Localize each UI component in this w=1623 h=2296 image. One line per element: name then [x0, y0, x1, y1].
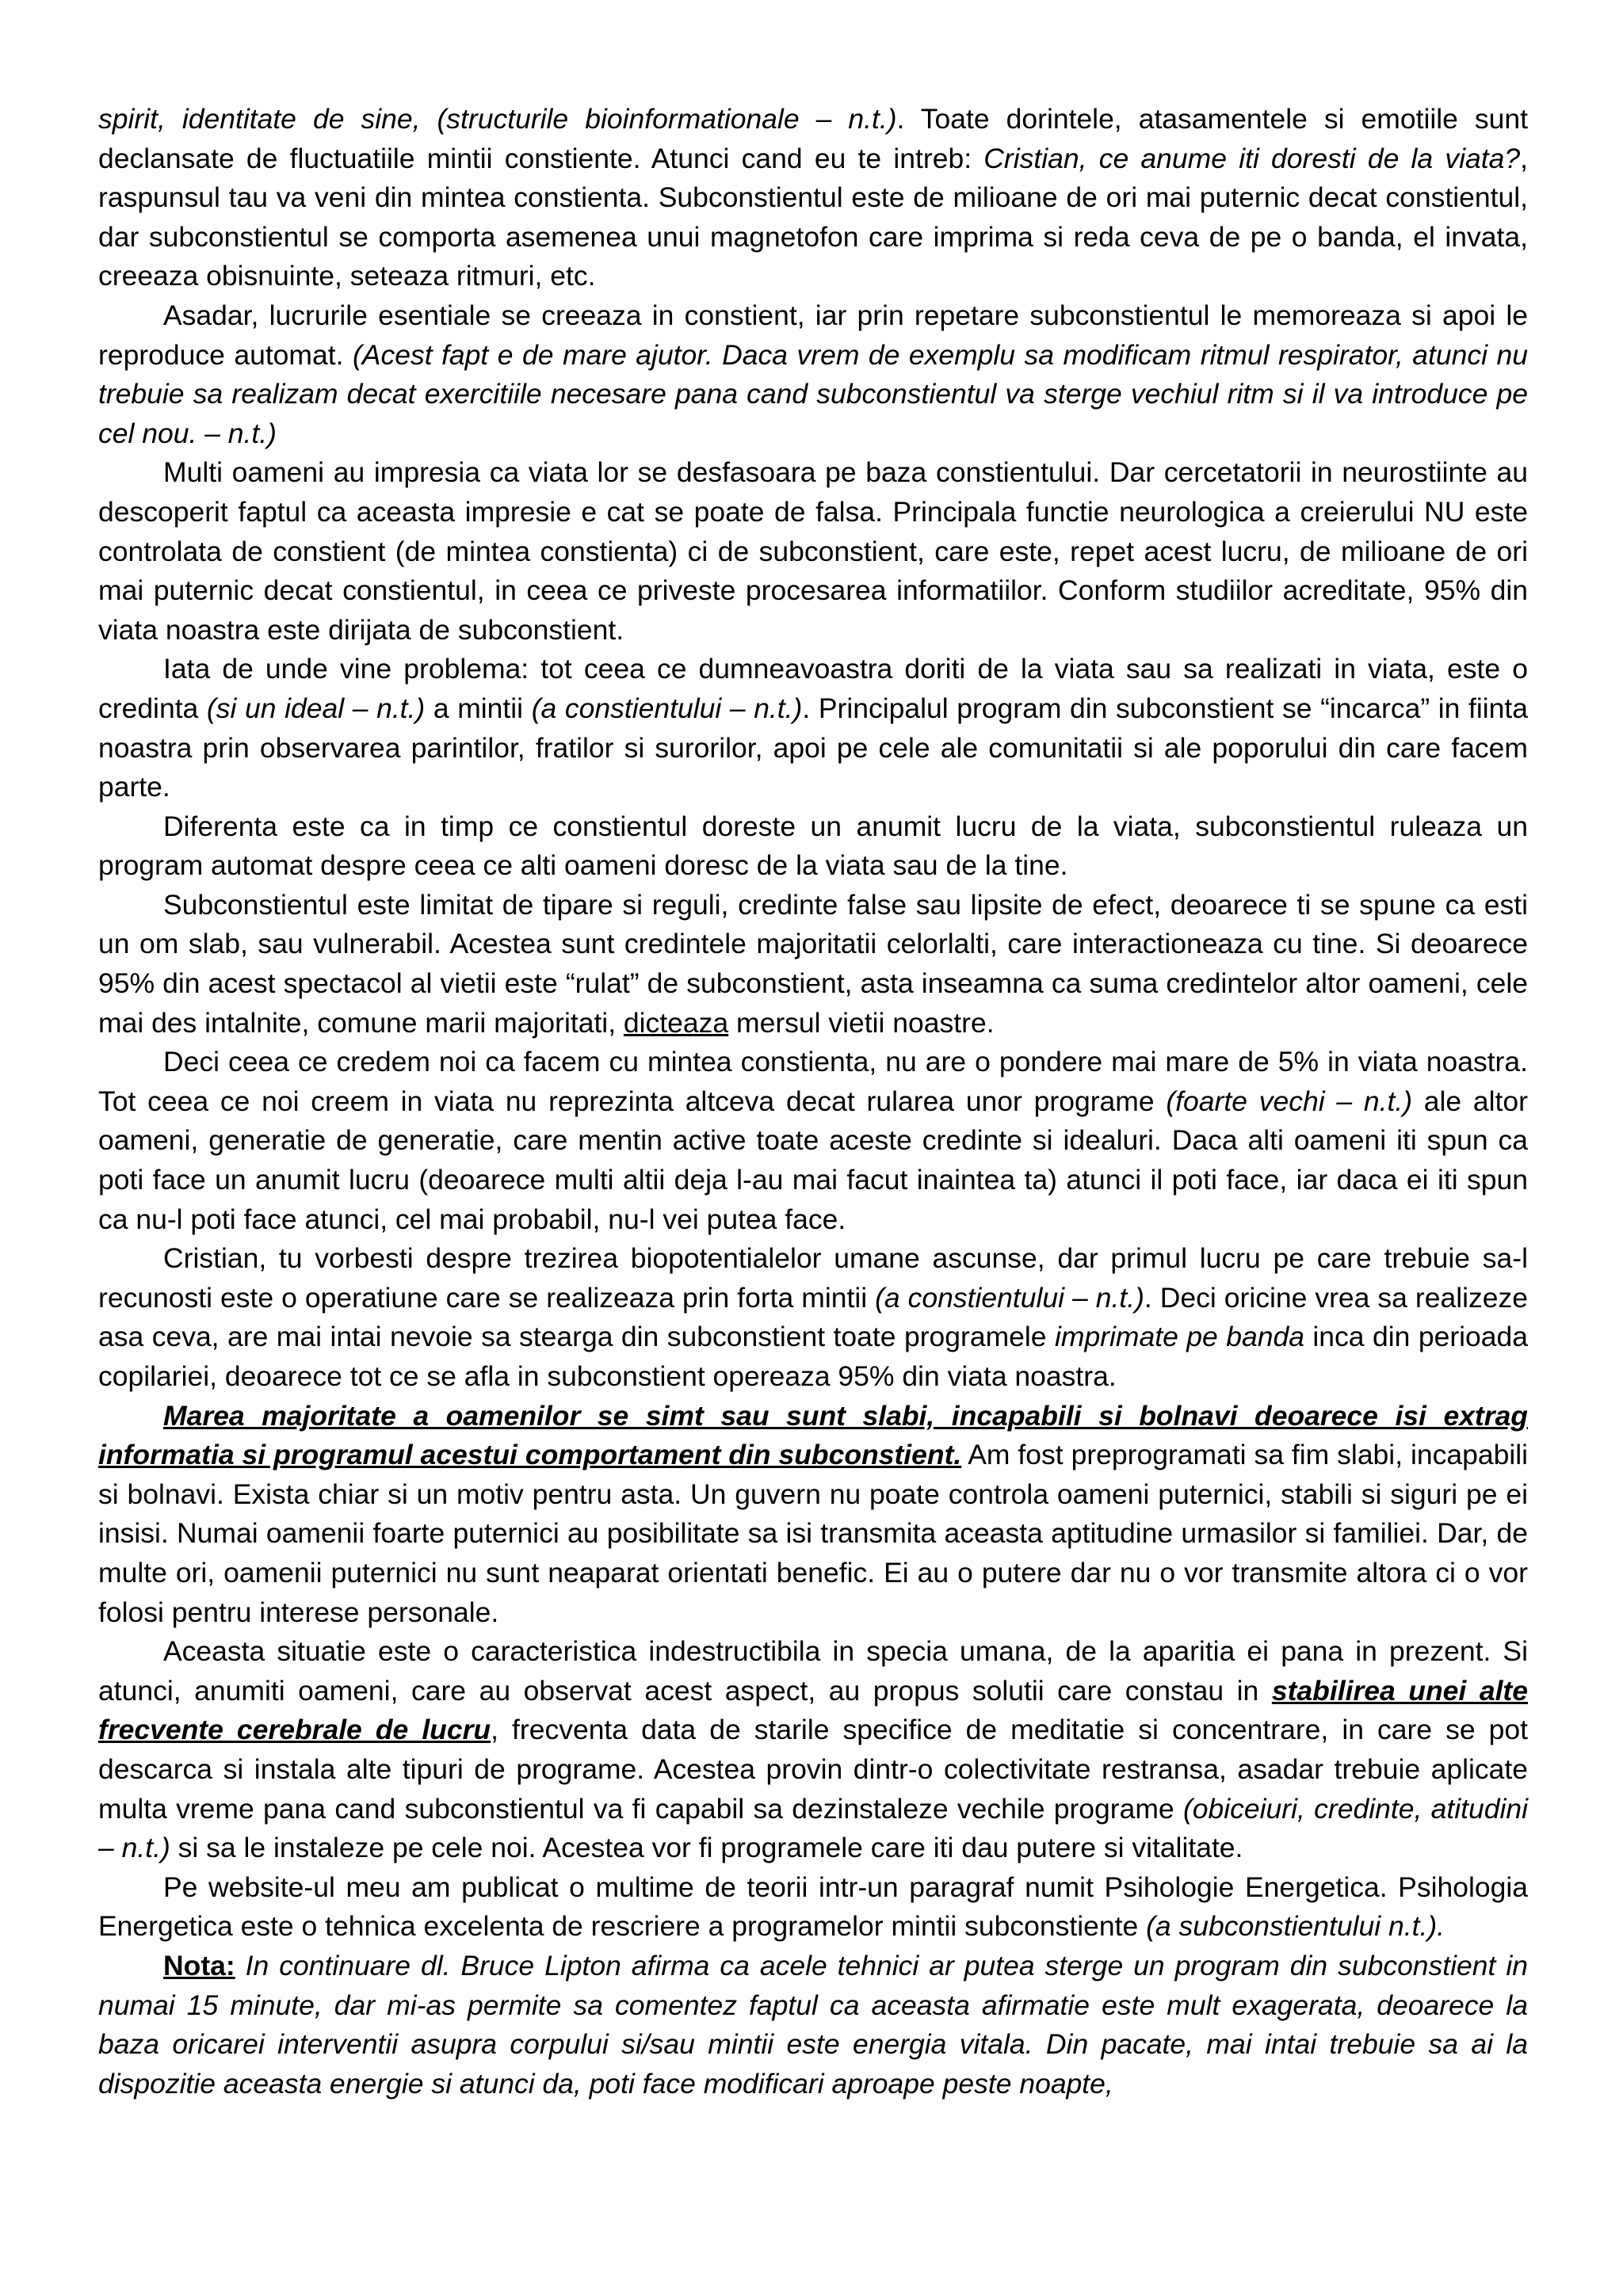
paragraph: [98, 296, 1528, 453]
text-run: . Toate dorintele, atasamentele si emotiile sunt declansate de fluctuatiile mintii constiente. Atunci cand eu te intreb:: [98, 103, 1528, 174]
text-run: (a subconstientului n.t.).: [1146, 1910, 1445, 1943]
paragraph: [98, 886, 1528, 1043]
text-run: Diferenta este ca in timp ce constientul doreste un anumit lucru de la viata, subconstientul ruleaza un program automat despre ceea ce alti oameni doresc de la viata sau de la tine.: [98, 810, 1528, 882]
text-run: Subconstientul este limitat de tipare si reguli, credinte false sau lipsite de efect, deoarece ti se spune ca esti un om slab, sau vulnerabil. Acestea sunt credintele majoritatii celorlalti, care interactioneaza cu tine. Si deoarece 95% din acest spectacol al vietii este “rulat” de subconstient, asta inseamna ca suma credintelor altor oameni, cele mai des intalnite, comune marii majoritati,: [98, 888, 1528, 1039]
paragraph: [98, 807, 1528, 886]
text-run: a mintii: [425, 692, 532, 724]
emphasized-text: Marea majoritate a oamenilor se simt sau sunt slabi, incapabili si bolnavi deoarece isi extrag informatia si programul acestui comportament din subconstient.: [98, 1399, 1528, 1471]
paragraph: [98, 1947, 1528, 2103]
document-body: [98, 100, 1528, 2103]
paragraph: [98, 1632, 1528, 1868]
text-run: spirit, identitate de sine, (structurile bioinformationale – n.t.): [98, 103, 897, 135]
text-run: (obiceiuri, credinte, atitudini – n.t.): [98, 1792, 1528, 1864]
text-run: (foarte vechi – n.t.): [1166, 1085, 1413, 1117]
emphasized-text: dicteaza: [623, 1006, 729, 1039]
text-run: si sa le instaleze pe cele noi. Acestea vor fi programele care iti dau putere si vitalitate.: [170, 1832, 1243, 1864]
text-run: (a constientului – n.t.): [875, 1281, 1144, 1314]
text-run: Deci ceea ce credem noi ca facem cu mintea constienta, nu are o pondere mai mare de 5% in viata noastra. Tot ceea ce noi creem in viata nu reprezinta altceva decat rularea unor programe: [98, 1046, 1528, 1117]
text-run: Pe website-ul meu am publicat o multime de teorii intr-un paragraf numit Psihologie Energetica. Psihologia Energetica este o tehnica excelenta de rescriere a programelor mintii subconstiente: [98, 1871, 1528, 1943]
text-run: Aceasta situatie este o caracteristica indestructibila in specia umana, de la aparitia ei pana in prezent. Si atunci, anumiti oameni, care au observat acest aspect, au propus solutii care constau in: [98, 1635, 1528, 1707]
text-run: imprimate pe banda: [1054, 1321, 1304, 1353]
text-run: inca din perioada copilariei, deoarece tot ce se afla in subconstient opereaza 95% din viata noastra.: [98, 1321, 1529, 1392]
paragraph: [98, 1239, 1528, 1396]
text-run: In continuare dl. Bruce Lipton afirma ca acele tehnici ar putea sterge un program din subconstient in numai 15 minute, dar mi-as permite sa comentez faptul ca aceasta afirmatie este mult exagerata, deoarece la baza oricarei interventii asupra corpului si/sau mintii este energia vitala. Din pacate, mai intai trebuie sa ai la dispozitie aceasta energie si atunci da, poti face modificari aproape peste noapte,: [98, 1949, 1528, 2100]
text-run: , frecventa data de starile specifice de meditatie si concentrare, in care se pot descarca si instala alte tipuri de programe. Acestea provin dintr-o colectivitate restransa, asadar trebuie aplicate multa vreme pana cand subconstientul va fi capabil sa dezinstaleze vechile programe: [98, 1714, 1528, 1825]
text-run: . Deci oricine vrea sa realizeze asa ceva, are mai intai nevoie sa stearga din subconstient toate programele: [98, 1281, 1528, 1353]
text-run: Asadar, lucrurile esentiale se creeaza in constient, iar prin repetare subconstientul le memoreaza si apoi le reproduce automat.: [98, 299, 1528, 371]
text-run: mersul vietii noastre.: [728, 1006, 995, 1039]
text-run: ale altor oameni, generatie de generatie, care mentin active toate aceste credinte si idealuri. Daca alti oameni iti spun ca poti face un anumit lucru (deoarece multi altii deja l-au mai facut inaintea ta) atunci il poti face, iar daca ei iti spun ca nu-l poti face atunci, cel mai probabil, nu-l vei putea face.: [98, 1085, 1528, 1235]
text-run: (si un ideal – n.t.): [206, 692, 426, 724]
paragraph: [98, 1397, 1528, 1633]
text-run: Multi oameni au impresia ca viata lor se desfasoara pe baza constientului. Dar cercetatorii in neurostiinte au descoperit faptul ca aceasta impresie e cat se poate de falsa. Principala functie neurologica a creierului NU este controlata de constient (de mintea constienta) ci de subconstient, care este, repet acest lucru, de milioane de ori mai puternic decat constientul, in ceea ce priveste procesarea informatiilor. Conform studiilor acreditate, 95% din viata noastra este dirijata de subconstient.: [98, 456, 1528, 646]
paragraph: [98, 1043, 1528, 1239]
text-run: . Principalul program din subconstient se “incarca” in fiinta noastra prin observarea parintilor, fratilor si surorilor, apoi pe cele ale comunitatii si ale poporului din care facem parte.: [98, 692, 1529, 803]
text-run: Am fost preprogramati sa fim slabi, incapabili si bolnavi. Exista chiar si un motiv pentru asta. Un guvern nu poate controla oameni puternici, stabili si siguri pe ei insisi. Numai oamenii foarte puternici au posibilitate sa isi transmita aceasta aptitudine urmasilor si familiei. Dar, de multe ori, oamenii puternici nu sunt neaparat orientati benefic. Ei au o putere dar nu o vor transmite altora ci o vor folosi pentru interese personale.: [98, 1439, 1529, 1628]
text-run: (Acest fapt e de mare ajutor. Daca vrem de exemplu sa modificam ritmul respirator, atunci nu trebuie sa realizam decat exercitiile necesare pana cand subconstientul va sterge vechiul ritm si il va introduce pe cel nou. – n.t.): [98, 338, 1529, 449]
text-run: Cristian, tu vorbesti despre trezirea biopotentialelor umane ascunse, dar primul lucru pe care trebuie sa-l recunosti este o operatiune care se realizeaza prin forta mintii: [98, 1242, 1528, 1314]
emphasized-text: stabilirea unei alte frecvente cerebrale de lucru: [98, 1674, 1528, 1746]
paragraph: [98, 650, 1528, 807]
text-run: , raspunsul tau va veni din mintea constienta. Subconstientul este de milioane de ori mai puternic decat constientul, dar subconstientul se comporta asemenea unui magnetofon care imprima si reda ceva de pe o banda, el invata, creeaza obisnuinte, seteaza ritmuri, etc.: [98, 142, 1528, 292]
text-run: (a constientului – n.t.): [531, 692, 803, 724]
text-run: Cristian, ce anume iti doresti de la viata?: [983, 142, 1521, 174]
paragraph: [98, 453, 1528, 650]
emphasized-text: Nota:: [163, 1949, 235, 1981]
paragraph: [98, 1868, 1528, 1947]
paragraph: [98, 100, 1528, 296]
text-run: Iata de unde vine problema: tot ceea ce dumneavoastra doriti de la viata sau sa realizati in viata, este o credinta: [98, 653, 1528, 724]
